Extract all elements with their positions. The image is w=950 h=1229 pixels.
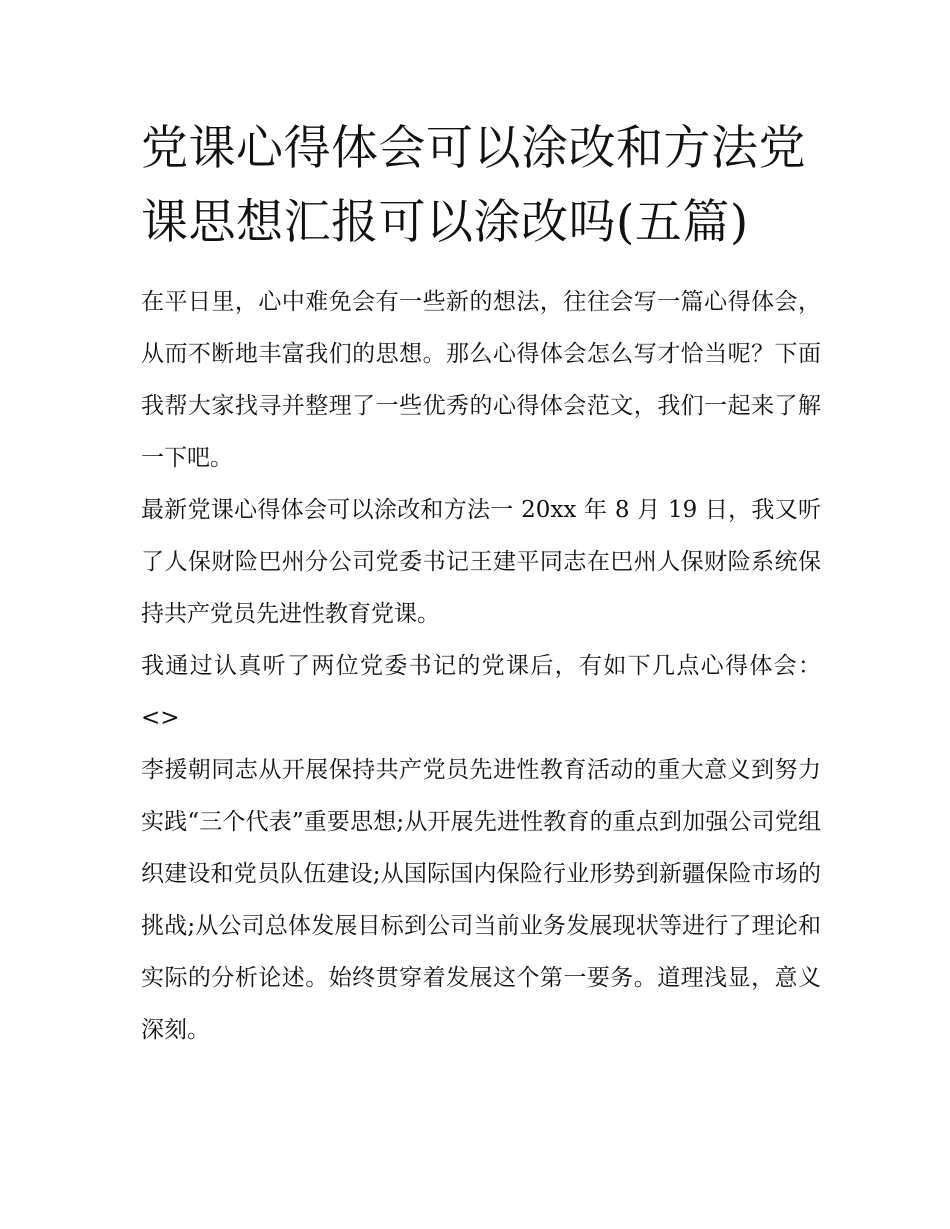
- document-body: [141, 112, 821, 1056]
- paragraph-summary-intro: 我通过认真听了两位党委书记的党课后，有如下几点心得体会： <>: [141, 653, 821, 731]
- document-title: 党课心得体会可以涂改和方法党课思想汇报可以涂改吗(五篇): [141, 121, 806, 250]
- paragraph-event: 最新党课心得体会可以涂改和方法一 20xx 年 8 月 19 日，我又听了人保财险巴州分公司党委书记王建平同志在巴州人保财险系统保持共产党员先进性教育党课。: [141, 497, 821, 627]
- paragraph-intro: 在平日里，心中难免会有一些新的想法，往往会写一篇心得体会，从而不断地丰富我们的思想。那么心得体会怎么写才恰当呢？下面我帮大家找寻并整理了一些优秀的心得体会范文，我们一起来了解一下吧。: [141, 289, 821, 471]
- paragraph-analysis: 李援朝同志从开展保持共产党员先进性教育活动的重大意义到努力实践“三个代表”重要思想;从开展先进性教育的重点到加强公司党组织建设和党员队伍建设;从国际国内保险行业形势到新疆保险市场的挑战;从公司总体发展目标到公司当前业务发展现状等进行了理论和实际的分析论述。始终贯穿着发展这个第一要务。道理浅显，意义深刻。: [141, 757, 821, 1043]
